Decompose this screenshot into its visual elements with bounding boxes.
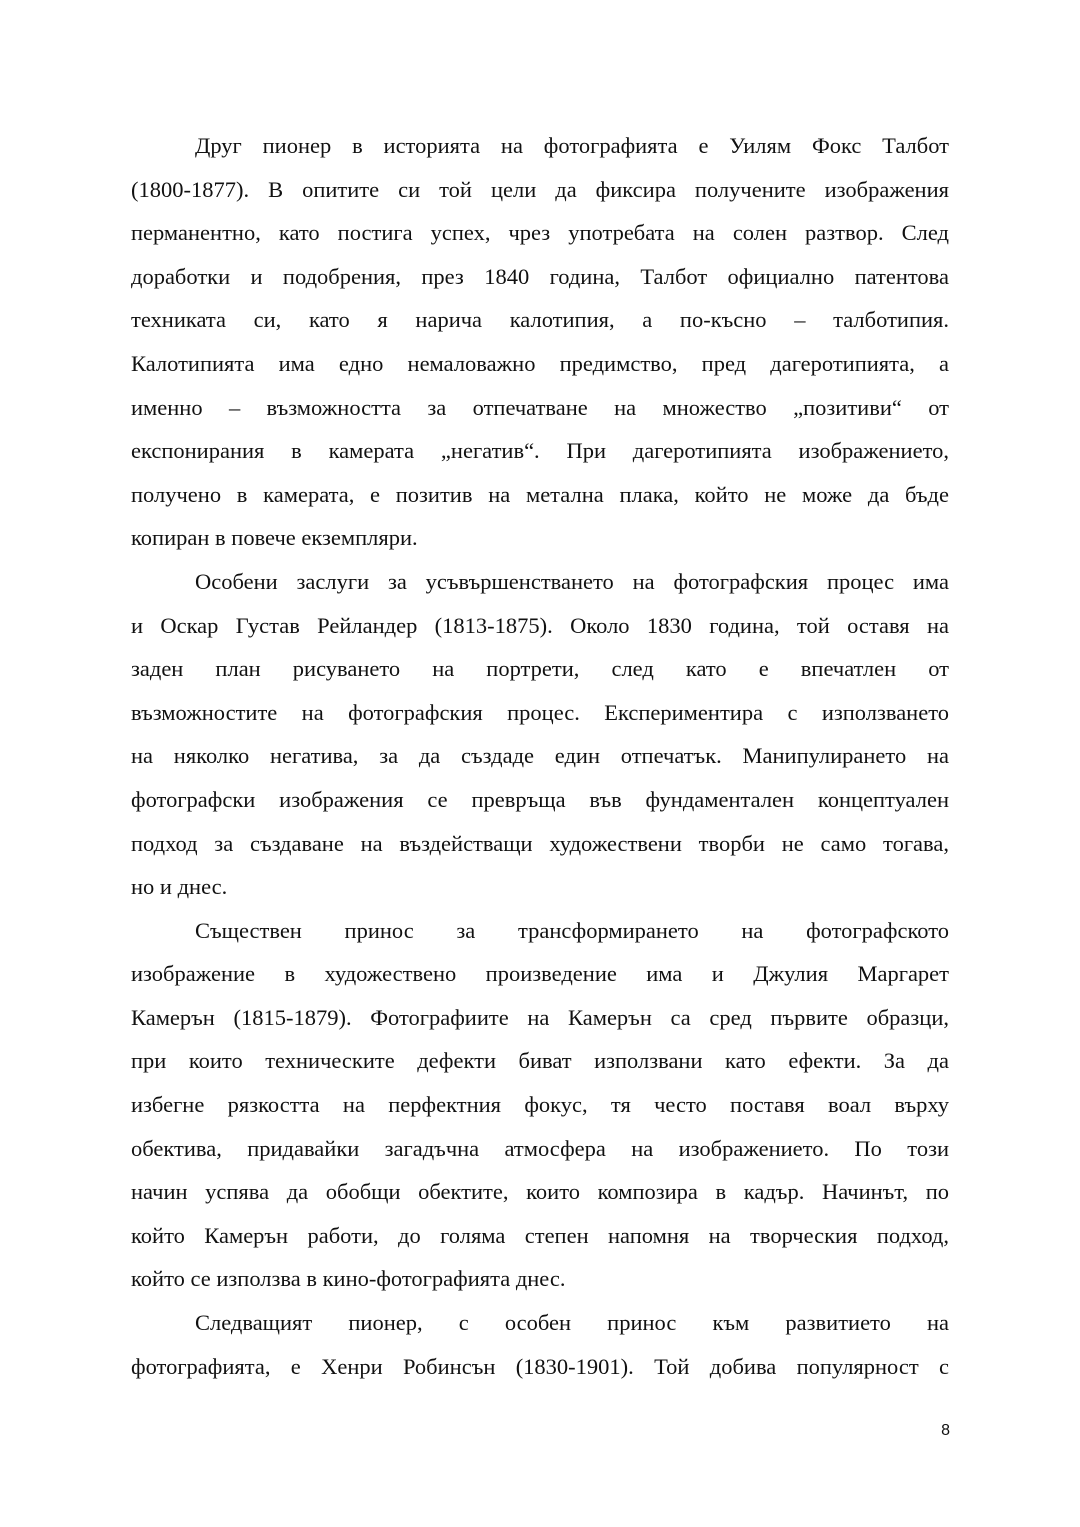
paragraph-cameron — [131, 909, 949, 1301]
text-line: получено в камерата, е позитив на метална плака, който не може да бъде — [131, 481, 949, 507]
text-line: доработки и подобрения, през 1840 година, Талбот официално патентова — [131, 263, 949, 289]
text-line: и Оскар Густав Рейландер (1813-1875). Около 1830 година, той оставя на — [131, 612, 949, 638]
text-line: обектива, придавайки загадъчна атмосфера на изображението. По този — [131, 1135, 949, 1161]
text-line: именно – възможността за отпечатване на множество „позитиви“ от — [131, 394, 949, 420]
body-text — [131, 124, 949, 1388]
text-line: експонирания в камерата „негатив“. При дагеротипията изображението, — [131, 438, 949, 464]
text-line: при които техническите дефекти биват използвани като ефекти. За да — [131, 1048, 949, 1074]
text-line: който се използва в кино-фотографията днес. — [131, 1266, 566, 1292]
text-line: Особени заслуги за усъвършенстването на фотографския процес има — [195, 568, 949, 594]
paragraph-talbot — [131, 124, 949, 560]
text-line: (1800-1877). В опитите си той цели да фиксира получените изображения — [131, 176, 949, 202]
paragraph-rejlander — [131, 560, 949, 909]
text-line: който Камерън работи, до голяма степен напомня на творческия подход, — [131, 1222, 949, 1248]
text-line: Друг пионер в историята на фотографията е Уилям Фокс Талбот — [195, 133, 949, 158]
text-line: подход за създаване на въздействащи художествени творби не само тогава, — [131, 830, 949, 856]
text-line: Калотипията има едно немаловажно предимство, пред дагеротипията, а — [131, 350, 949, 376]
text-line: начин успява да обобщи обектите, които композира в кадър. Начинът, по — [131, 1179, 949, 1205]
page-number: 8 — [941, 1422, 950, 1439]
text-line: техниката си, като я нарича калотипия, а по-късно – талботипия. — [131, 307, 949, 333]
text-line: Камерън (1815-1879). Фотографиите на Камерън са сред първите образци, — [131, 1004, 949, 1030]
paragraph-robinson — [131, 1301, 949, 1388]
text-line: фотографски изображения се превръща във фундаментален концептуален — [131, 786, 949, 812]
text-line: фотографията, е Хенри Робинсън (1830-1901). Той добива популярност с — [131, 1353, 949, 1379]
text-line: избегне рязкостта на перфектния фокус, тя често поставя воал върху — [131, 1092, 949, 1118]
text-line: изображение в художествено произведение има и Джулия Маргарет — [131, 961, 949, 987]
text-line: но и днес. — [131, 874, 228, 900]
text-line: възможностите на фотографския процес. Експериментира с използването — [131, 699, 949, 725]
text-line: перманентно, като постига успех, чрез употребата на солен разтвор. След — [131, 220, 949, 246]
text-line: Съществен принос за трансформирането на фотографското — [195, 917, 949, 943]
text-line: заден план рисуването на портрети, след като е впечатлен от — [131, 656, 949, 682]
text-line: Следващият пионер, с особен принос към развитието на — [195, 1310, 949, 1336]
text-line: на няколко негатива, за да създаде един отпечатък. Манипулирането на — [131, 743, 949, 769]
text-line: копиран в повече екземпляри. — [131, 525, 418, 551]
